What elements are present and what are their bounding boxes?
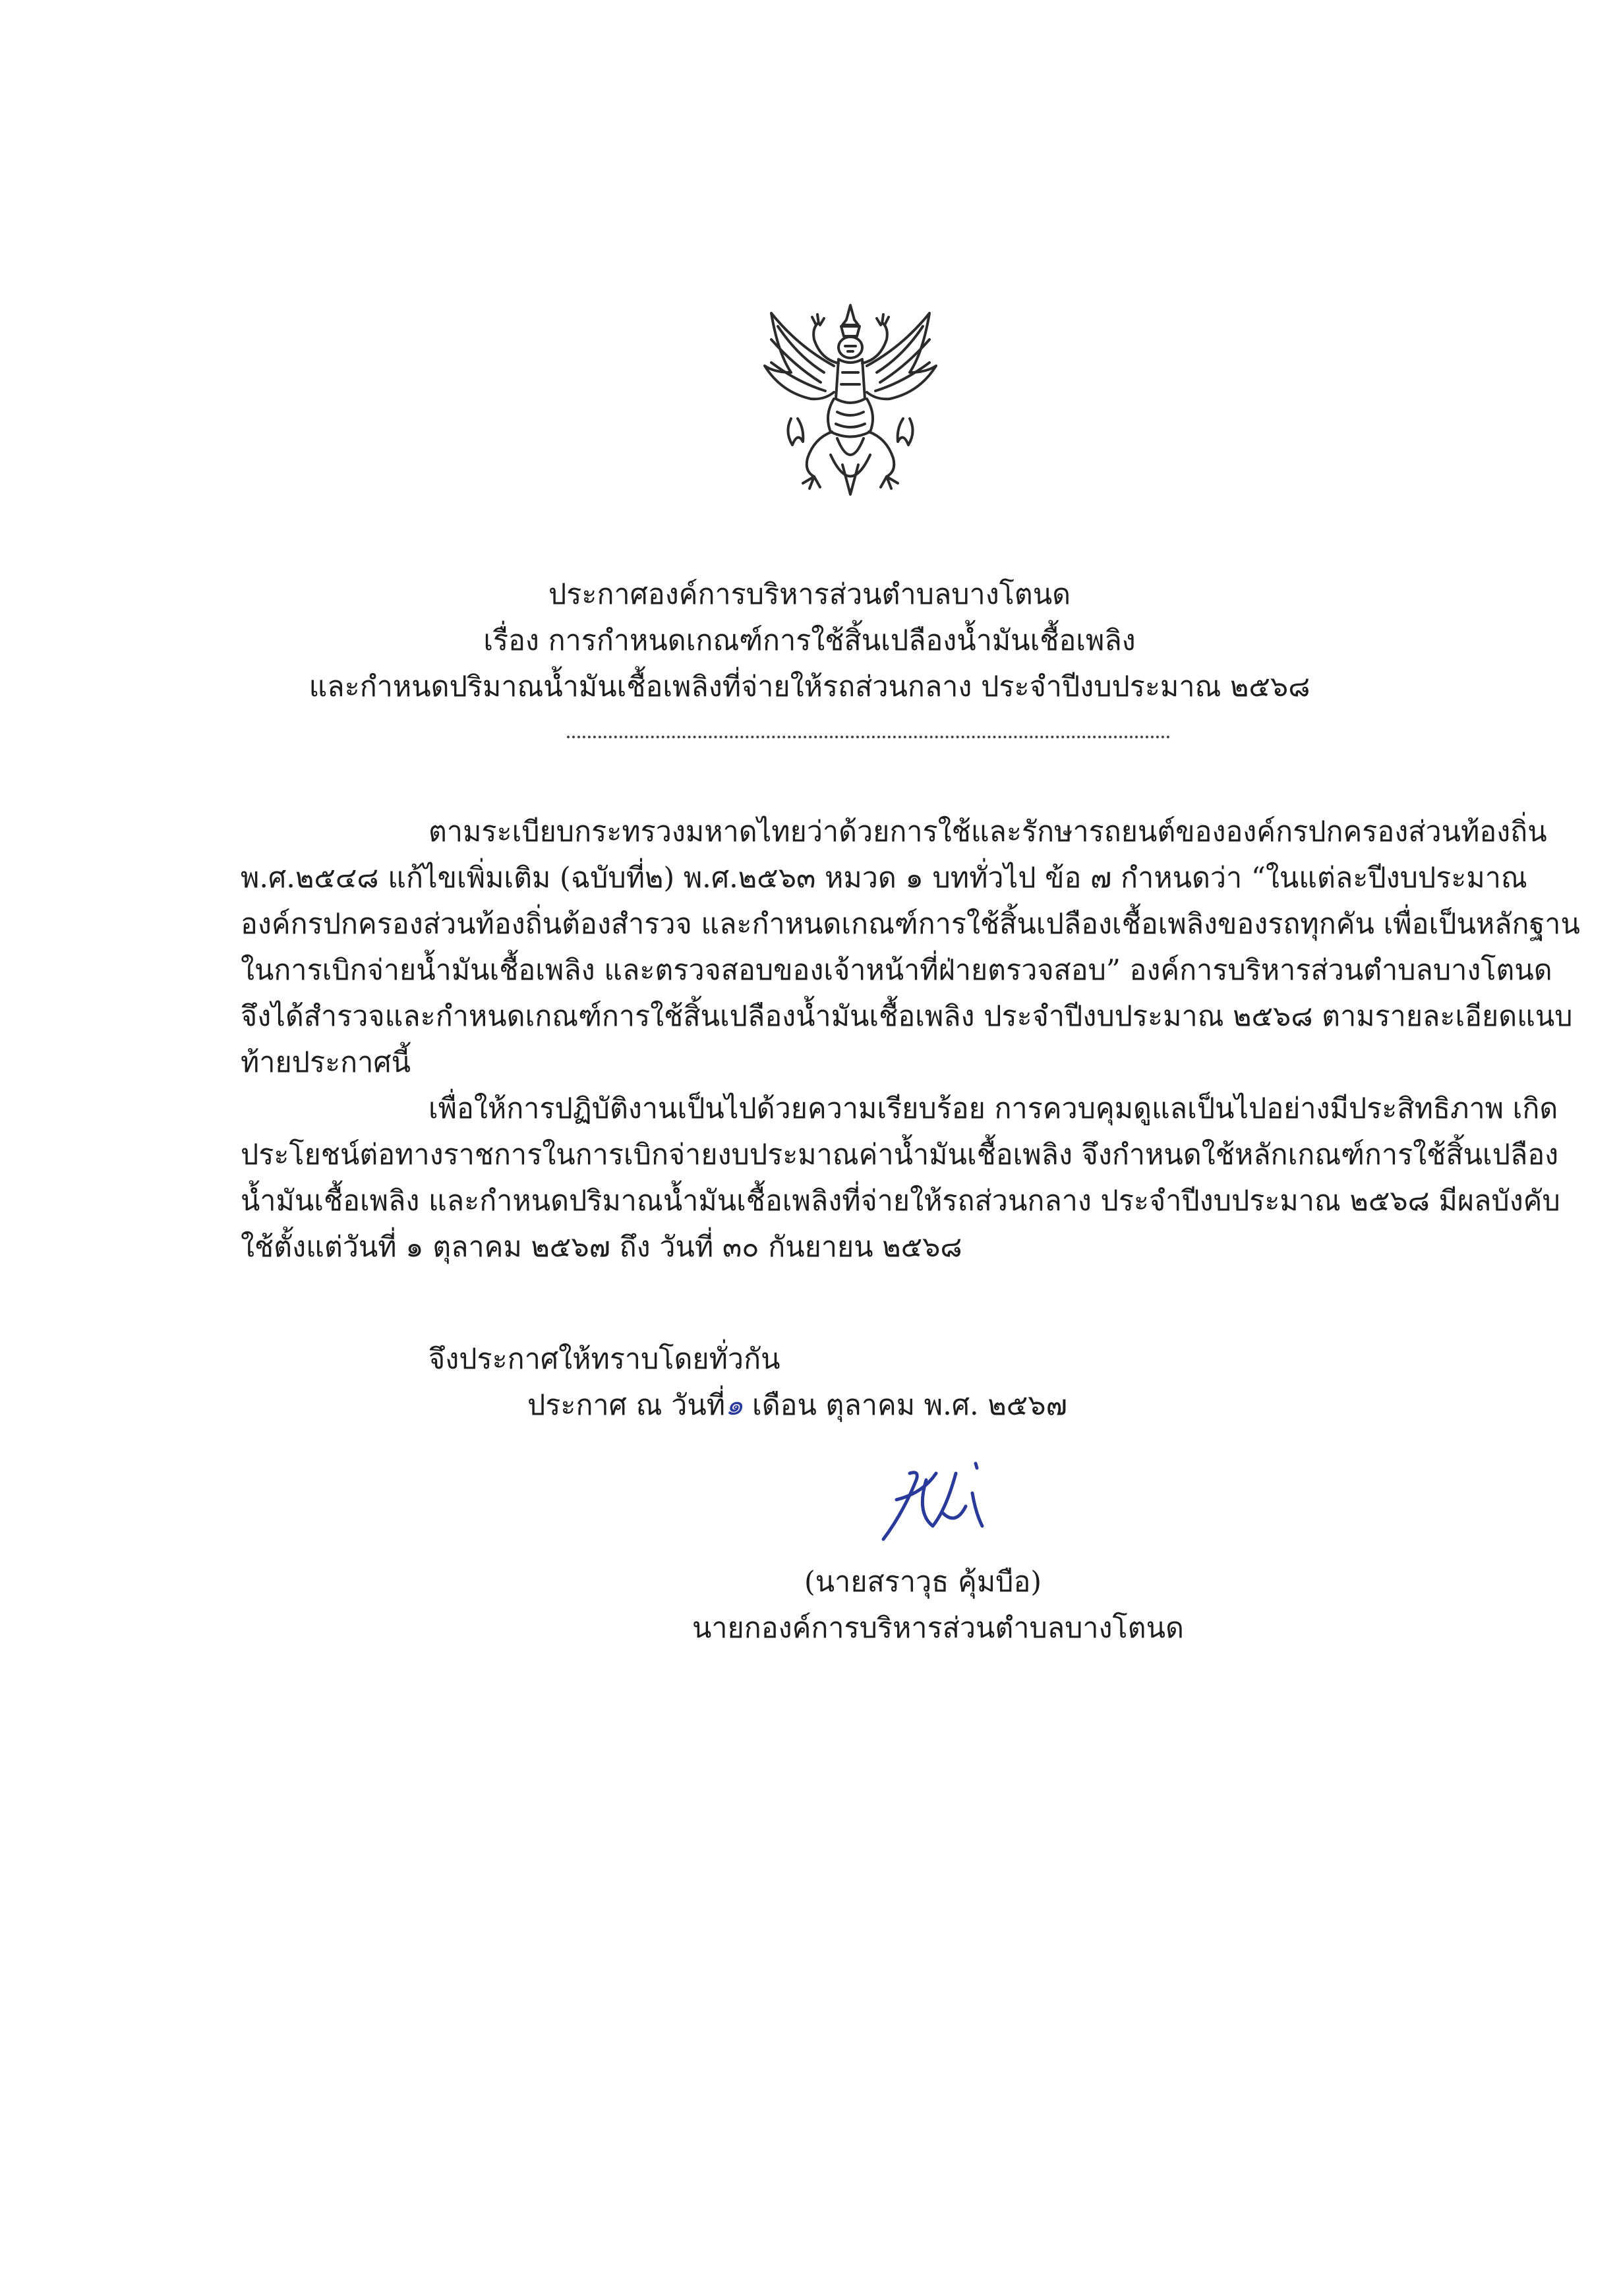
date-prefix: ประกาศ ณ วันที่ <box>527 1389 726 1422</box>
header-divider <box>567 736 1170 738</box>
paragraph-line: ตามระเบียบกระทรวงมหาดไทยว่าด้วยการใช้และรักษารถยนต์ขององค์กรปกครองส่วนท้องถิ่น <box>428 815 1547 848</box>
paragraph-line: ในการเบิกจ่ายน้ำมันเชื้อเพลิง และตรวจสอบของเจ้าหน้าที่ฝ่ายตรวจสอบ” องค์การบริหารส่วนตำบลบางโตนด <box>241 954 1552 987</box>
paragraph-line: ประโยชน์ต่อทางราชการในการเบิกจ่ายงบประมาณค่าน้ำมันเชื้อเพลิง จึงกำหนดใช้หลักเกณฑ์การใช้สิ้นเปลือง <box>241 1138 1559 1171</box>
date-day-handwritten: ๑ <box>725 1389 744 1422</box>
announcement-subject-continued: และกำหนดปริมาณน้ำมันเชื้อเพลิงที่จ่ายให้รถส่วนกลาง ประจำปีงบประมาณ ๒๕๖๘ <box>309 670 1310 703</box>
announcement-subject: เรื่อง การกำหนดเกณฑ์การใช้สิ้นเปลืองน้ำมันเชื้อเพลิง <box>483 624 1136 657</box>
handwritten-signature <box>870 1454 1002 1552</box>
paragraph-line: เพื่อให้การปฏิบัติงานเป็นไปด้วยความเรียบร้อย การควบคุมดูแลเป็นไปอย่างมีประสิทธิภาพ เกิด <box>428 1092 1558 1125</box>
announcement-title: ประกาศองค์การบริหารส่วนตำบลบางโตนด <box>548 578 1071 611</box>
paragraph-line: ท้ายประกาศนี้ <box>241 1046 411 1079</box>
paragraph-line: น้ำมันเชื้อเพลิง และกำหนดปริมาณน้ำมันเชื้อเพลิงที่จ่ายให้รถส่วนกลาง ประจำปีงบประมาณ ๒๕๖๘ มีผลบังคับ <box>241 1185 1560 1218</box>
paragraph-line: จึงได้สำรวจและกำหนดเกณฑ์การใช้สิ้นเปลืองน้ำมันเชื้อเพลิง ประจำปีงบประมาณ ๒๕๖๘ ตามรายละเอียดแนบ <box>241 1000 1573 1033</box>
paragraph-line: ใช้ตั้งแต่วันที่ ๑ ตุลาคม ๒๕๖๗ ถึง วันที่ ๓๐ กันยายน ๒๕๖๘ <box>241 1231 962 1264</box>
garuda-emblem-icon <box>751 300 949 501</box>
announce-statement: จึงประกาศให้ทราบโดยทั่วกัน <box>428 1343 780 1376</box>
signatory-name: (นายสราวุธ คุ้มบือ) <box>804 1566 1042 1599</box>
paragraph-line: พ.ศ.๒๕๔๘ แก้ไขเพิ่มเติม (ฉบับที่๒) พ.ศ.๒๕๖๓ หมวด ๑ บททั่วไป ข้อ ๗ กำหนดว่า “ในแต่ละปีงบประมาณ <box>241 862 1527 895</box>
signatory-position: นายกองค์การบริหารส่วนตำบลบางโตนด <box>692 1612 1184 1645</box>
date-suffix: เดือน ตุลาคม พ.ศ. ๒๕๖๗ <box>743 1389 1067 1422</box>
paragraph-line: องค์กรปกครองส่วนท้องถิ่นต้องสำรวจ และกำหนดเกณฑ์การใช้สิ้นเปลืองเชื้อเพลิงของรถทุกคัน เพื่อเป็นหลักฐาน <box>241 908 1580 941</box>
announce-date <box>527 1386 1067 1425</box>
